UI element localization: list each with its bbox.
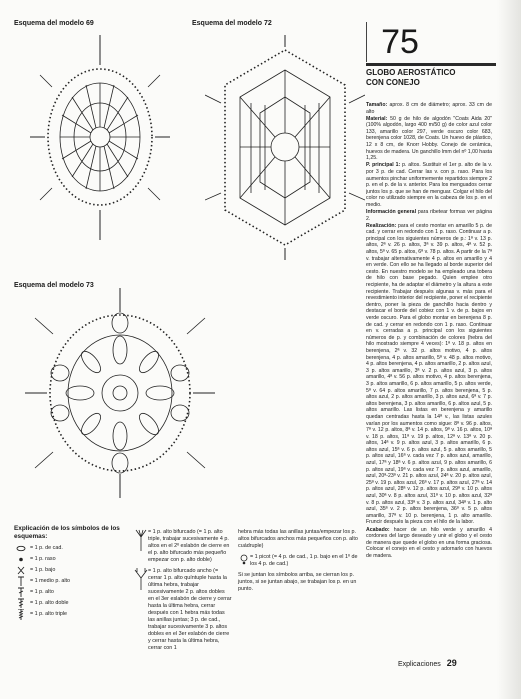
legend-row bbox=[14, 565, 124, 576]
paragraph-text: aprox. 8 cm de diámetro; aprox. 33 cm de alto bbox=[366, 102, 492, 115]
page-number: 75 bbox=[366, 22, 433, 62]
legend-column-3 bbox=[238, 529, 358, 597]
crochet-diagram-69 bbox=[30, 35, 170, 240]
legend-row bbox=[14, 576, 124, 587]
paragraph-text: para ribetear formas ver página 2. bbox=[366, 209, 492, 222]
paragraph-head: Material: bbox=[366, 115, 388, 122]
half-double-crochet-icon bbox=[14, 576, 30, 587]
legend-text: = 1 p. alto bbox=[30, 589, 54, 595]
single-crochet-icon bbox=[14, 565, 30, 576]
legend-text: Si se juntan los símbolos arriba, se cierran los p. juntos, si se juntan abajo, se trabajan los p. en un punto. bbox=[238, 572, 357, 592]
legend-bifurcated bbox=[134, 529, 232, 568]
paragraph bbox=[366, 162, 492, 208]
legend-row bbox=[14, 554, 124, 565]
crochet-diagram-73 bbox=[25, 288, 215, 498]
treble-crochet-icon bbox=[14, 598, 30, 609]
legend-text: = 1 p. raso bbox=[30, 556, 56, 562]
legend-row bbox=[14, 598, 124, 609]
triple-treble-icon bbox=[14, 609, 30, 620]
paragraph-head: Tamaño: bbox=[366, 102, 388, 108]
wide-bifurcated-stitch-icon bbox=[134, 568, 148, 590]
legend-row bbox=[14, 543, 124, 554]
paragraph-head: Realización: bbox=[366, 222, 397, 229]
title-line-1: GLOBO AEROSTÁTICO bbox=[366, 68, 456, 77]
page-shadow bbox=[497, 0, 521, 699]
legend-text: = 1 p. bajo bbox=[30, 567, 56, 573]
legend-title: Explicación de los símbolos de los esquemas: bbox=[14, 525, 120, 540]
legend-text: = 1 medio p. alto bbox=[30, 578, 71, 584]
legend-text: = 1 p. alto triple bbox=[30, 611, 68, 617]
title-rule bbox=[366, 63, 496, 66]
legend-row bbox=[14, 609, 124, 620]
label-model-69: Esquema del modelo 69 bbox=[14, 20, 94, 27]
legend-text: = 1 p. alto bifurcado (= 1 p. alto triple, trabajar sucesivamente 4 p. altos en el 2º eslabón de cierre en el p. alto bifurcado más pequeño empezar con p. alto doble) bbox=[148, 529, 230, 563]
footer-section: Explicaciones bbox=[398, 661, 441, 668]
legend-text: = 1 p. alto bifurcado ancho (= cerrar 1 p. alto quíntuple hasta la última hebra, trabajar sucesivamente 2 p. altos dobles en el 3er eslabón de cierre y cerrar hasta la última hebra, cerrar después con 1 hebra más todas las anillas juntas; 3 p. de cad., trabajar sucesivamente 3 p. altos dobles en el 3er eslabón de cierre y cerrar hasta la última hebra, cerrar con 1 bbox=[148, 568, 232, 651]
paragraph-head: Información general bbox=[366, 209, 417, 215]
slip-stitch-icon bbox=[14, 554, 30, 565]
crochet-diagram-72 bbox=[205, 35, 365, 260]
instructions-text bbox=[366, 102, 492, 652]
page-footer bbox=[398, 658, 461, 668]
paragraph bbox=[366, 116, 492, 162]
paragraph-text: p. altos. Sustituir el 1er p. alto de la v. por 3 p. de cad. Cerrar las v. con p. raso. Para los aumentos pinchar uniformemente repartidos siempre 2 p. en el p. de la v. anterior. Para los menguados cerrar juntos los p. que se han de menguar. Colgar el hilo del color no utilizado siempre en la cabeza de los p. en el medio. bbox=[366, 162, 492, 208]
label-model-72: Esquema del modelo 72 bbox=[192, 20, 272, 27]
paragraph-text: 50 g de hilo de algodón "Coats Aida 20" (100% algodón, largo 400 m/50 g) de color azul color 133, amarillo color 297, verde oscuro color 683, berenjena color 1028, de Coats. Un huevo de plástico, 12 x 8 cm, de Knorr Hobby. Conejo de cerámica, huevos de madera. Un ganchillo lmm del nº 1,00 hasta 1,25. bbox=[366, 115, 492, 162]
label-model-73: Esquema del modelo 73 bbox=[14, 282, 94, 289]
paragraph bbox=[366, 527, 492, 560]
legend-row bbox=[14, 587, 124, 598]
picot-icon bbox=[238, 554, 250, 566]
footer-page-number: 29 bbox=[446, 658, 457, 668]
legend-items bbox=[14, 543, 124, 620]
paragraph-head: P. principal 1: bbox=[366, 162, 401, 169]
chain-stitch-icon bbox=[14, 543, 30, 554]
symbol-legend bbox=[14, 525, 358, 651]
legend-text: = 1 picot (= 4 p. de cad., 1 p. bajo en el 1º de los 4 p. de cad.) bbox=[250, 554, 358, 567]
paragraph bbox=[366, 223, 492, 526]
title-line-2: CON CONEJO bbox=[366, 78, 420, 87]
legend-column-2 bbox=[134, 529, 232, 656]
paragraph bbox=[366, 102, 492, 115]
legend-text: hebra más todas las anillas juntas/empezar los p. altos bifurcados anchos más pequeños con p. alto cuádruple) bbox=[238, 529, 358, 549]
paragraph bbox=[366, 209, 492, 222]
legend-wide-bifurcated bbox=[134, 568, 232, 656]
legend-picot bbox=[238, 554, 358, 572]
bifurcated-stitch-icon bbox=[134, 529, 148, 551]
paragraph-head: Acabado: bbox=[366, 526, 390, 533]
paragraph-text: para el cesto montar en amarillo 5 p. de cad. y cerrar en redondo con 1 p. raso. Continuar a p. principal con los siguientes números de p.: 1ª v. 13 p. altos, 2ª v. 26 p. altos, 3ª v. 39 p. altos, 4ª v. 52 p. altos, 5ª v. 65 p. altos, 6ª v. 78 p. altos. A partir de la 7ª v. trabajar alternativamente 4 p. altos en amarillo y 4 en verde. Con ello se ha llegado al borde superior del cesto. En nuestro modelo se ha empleado una tobera de hilo con base pegado. Quien emplee otro recipiente, ha de adaptar el diámetro y la altura a este recipiente. Trabajar después algunas v. más para el revestimiento interior del recipiente, poner el recipiente dentro, poner la pieza de ganchillo hacia dentro y destacar el borde del cobiez con 1 v. de p. bajos en verde oscuro. Para el globo montar en berenjena 8 p. de cad. y cerrar en redondo con 1 p. raso. Continuar en v. cerradas a p. principal con los siguientes números de p. y combinación de colores (hebra del hilo mostrado siempre 4 veces): 1ª v. 18 p. altos en berenjena, 2ª v. 32 p. altos motivo, 4 p. altos berenjena, 4 p. altos amarillo, 5ª v. 48 p. altos motivo, 4 p. altos berenjena, 4 p. altos amarillo, 2 p. altos azul, 3 p. altos amarillo, 3ª v. 2 p. altos azul, 3 p. altos amarillo, 4ª v. 56 p. altos motivo, 4 p. altos berenjena, 3 p. altos amarillo, 6 p. altos amarillo, 5 p. altos verde, 5ª v. 64 p. altos amarillo, 7 p. altos berenjena, 5 p. altos azul, 2 p. altos amarillo, 3 p. altos azul, 6ª v. 7 p. altos berenjena, 3 p. altos amarillo, 6 p. altos azul, 5 p. altos amarillo. Las listas en berenjena y amarillo quedan centradas hasta la 14ª v., las listas azules varían por los aumentos como sigue: 8ª v. 96 p. altos, 7ª v. 12 p. altos, 8ª v. 14 p. altos, 9ª v. 16 p. altos, 10ª v. 18 p. altos, 11ª v. 19 p. altos, 12ª v. 13ª v. 20 p. altos, 14ª v. 9 p. altos azul, 3 p. altos amarillo, 6 p. altos azul, 15ª v. 6 p. altos azul, 5 p. altos amarillo, 5 p. altos azul, 16ª v. cada vez 7 p. altos azul, amarillo, azul, 17ª y 18ª v. 6 p. altos azul, 9 p. altos amarillo, 6 p. altos azul, 19ª v. cada vez 7 p. altos azul, amarillo, azul, 20ª-23ª v. 21 p. altos azul, 24ª v. 20 p. altos azul, 25ª v. 19 p. altos azul, 26ª v. 17 p. altos azul, 27ª v. 14 p. altos azul, 28ª v. 12 p. altos azul, 29ª v. 10 p. altos azul, 30ª v. 8 p. altos azul, 31ª v. 10 p. altos azul, 32ª v. 8 p. altos azul, 33ª v. 3 p. altos azul, 34ª v. 1 p. alto azul, 35ª v. 2 p. altos berenjena, 36ª v. 5 p. altos amarillo, 37ª v. 10 p. berenjena, 1 p. alto amarillo. Fruncir después la pieza con el hilo de la labor. bbox=[366, 222, 492, 526]
pattern-title bbox=[366, 68, 494, 88]
double-crochet-icon bbox=[14, 587, 30, 598]
legend-text: = 1 p. de cad. bbox=[30, 545, 63, 551]
paragraph-text: hacer de un hilo verde y amarillo 4 cordones del largo deseado y unir el globo y el cesto de manera que quede el globo en una forma graciosa. Colocar el conejo en el cesto y adornarlo con huevos de madera. bbox=[366, 526, 492, 559]
legend-text: = 1 p. alto doble bbox=[30, 600, 69, 606]
